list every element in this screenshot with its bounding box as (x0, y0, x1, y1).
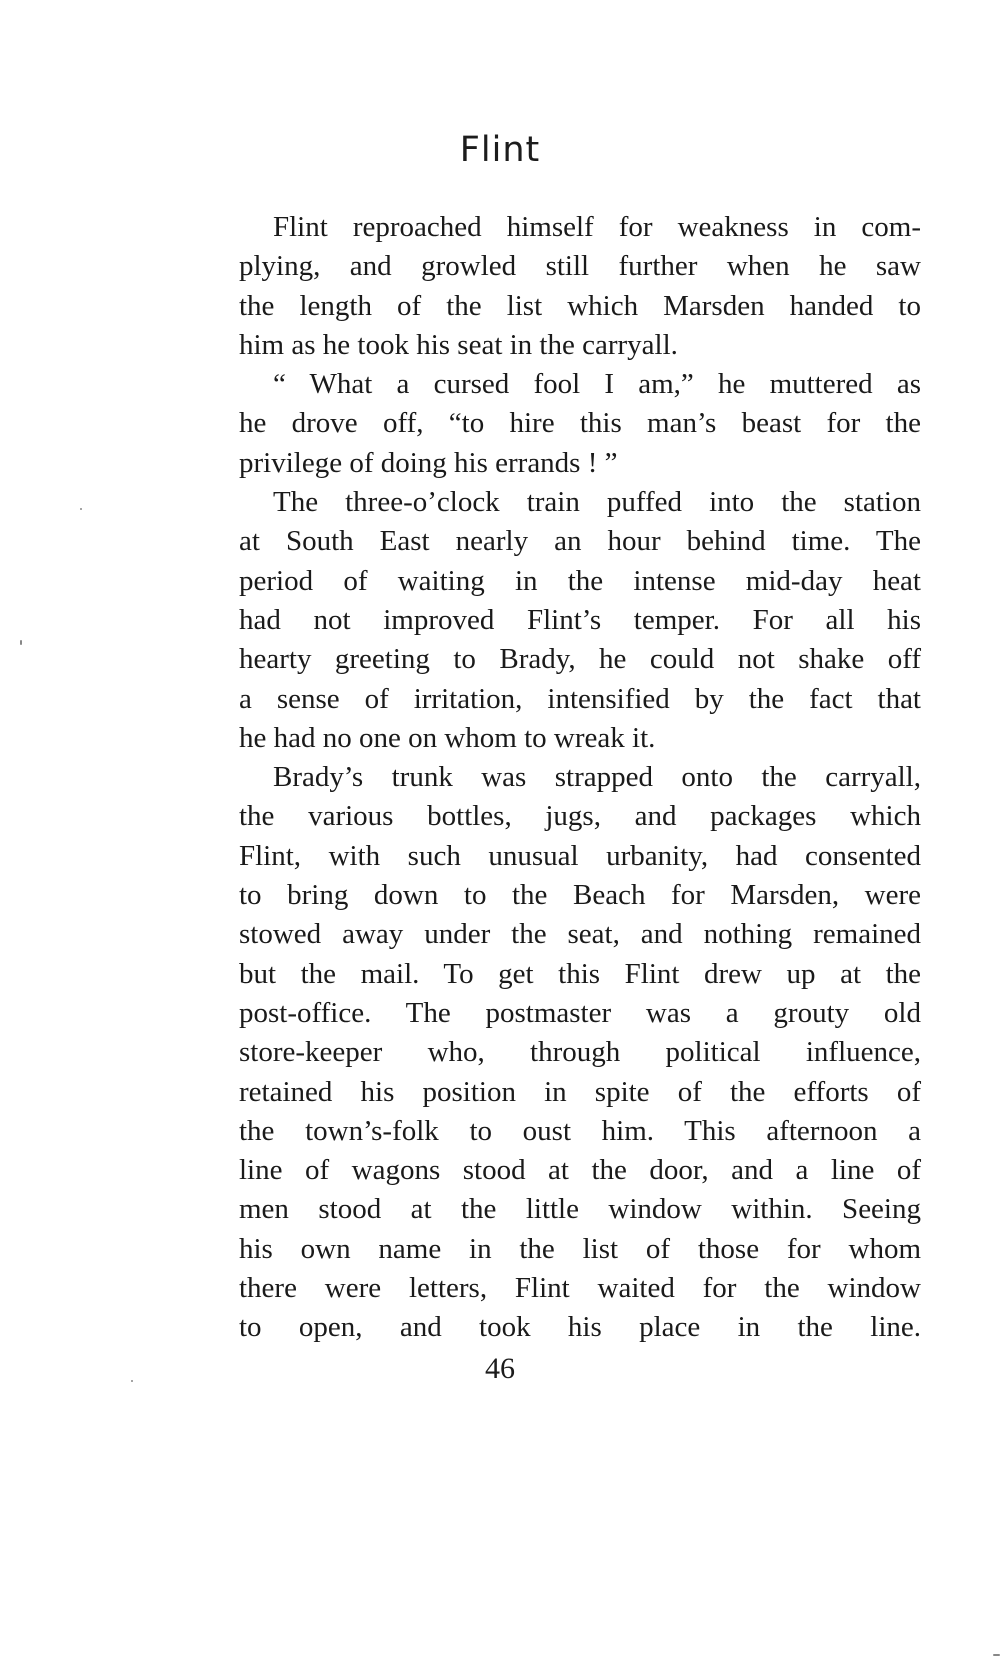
text-line: line of wagons stood at the door, and a line of (239, 1154, 921, 1187)
text-line: him as he took his seat in the carryall. (239, 328, 678, 361)
text-line: Flint, with such unusual urbanity, had consented (239, 839, 921, 872)
text-line: retained his position in spite of the efforts of (239, 1075, 921, 1108)
text-line: hearty greeting to Brady, he could not shake off (239, 643, 921, 676)
paragraph (239, 365, 921, 483)
text-line: his own name in the list of those for whom (239, 1232, 921, 1265)
text-line: men stood at the little window within. Seeing (239, 1193, 921, 1226)
text-line: the length of the list which Marsden handed to (239, 289, 921, 322)
text-line: plying, and growled still further when he saw (239, 250, 921, 283)
text-line: period of waiting in the intense mid-day heat (239, 564, 921, 597)
scan-speck (993, 1654, 1000, 1656)
text-line: privilege of doing his errands ! ” (239, 446, 618, 479)
page-number: 46 (485, 1352, 515, 1385)
paragraph (239, 758, 921, 1347)
text-line: had not improved Flint’s temper. For all his (239, 603, 921, 636)
text-line: post-office. The postmaster was a grouty old (239, 996, 921, 1029)
text-line: “ What a cursed fool I am,” he muttered as (273, 368, 921, 401)
text-line: at South East nearly an hour behind time. The (239, 525, 921, 558)
text-line: the town’s-folk to oust him. This afternoon a (239, 1114, 921, 1147)
text-line: The three-o’clock train puffed into the station (273, 486, 921, 519)
text-line: Flint reproached himself for weakness in com- (273, 211, 921, 243)
text-line: there were letters, Flint waited for the window (239, 1272, 921, 1305)
body-text (239, 208, 921, 1348)
scan-speck (131, 1380, 133, 1382)
text-line: he drove off, “to hire this man’s beast for the (239, 407, 921, 440)
text-line: stowed away under the seat, and nothing remained (239, 918, 921, 951)
text-line: but the mail. To get this Flint drew up at the (239, 957, 921, 990)
scan-speck (80, 508, 82, 510)
paragraph (239, 208, 921, 365)
text-line: he had no one on whom to wreak it. (239, 721, 656, 754)
text-line: to open, and took his place in the line. (239, 1311, 921, 1344)
text-line: to bring down to the Beach for Marsden, were (239, 879, 921, 912)
text-line: a sense of irritation, intensified by the fact that (239, 682, 921, 715)
scan-speck (20, 640, 22, 645)
paragraph (239, 483, 921, 758)
running-title: Flint (459, 130, 541, 170)
text-line: the various bottles, jugs, and packages which (239, 800, 921, 833)
text-line: Brady’s trunk was strapped onto the carryall, (273, 761, 921, 794)
text-line: store-keeper who, through political influence, (239, 1036, 921, 1069)
